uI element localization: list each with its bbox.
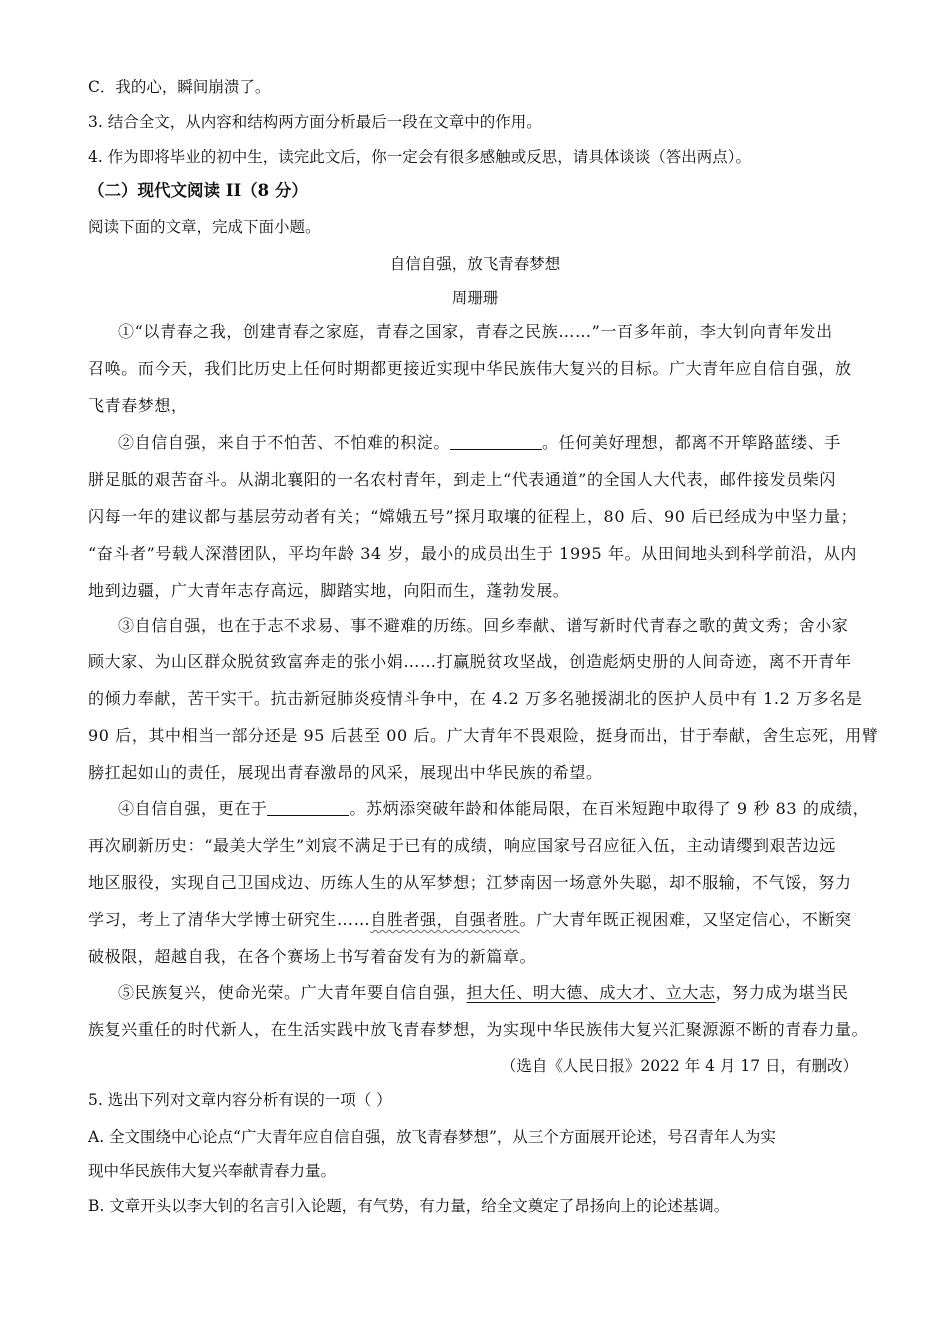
para-3-line-1: ③自信自强，也在于志不求易、事不避难的历练。回乡奉献、谱写新时代青春之歌的黄文秀；舍小家 (118, 616, 849, 635)
para-5-line-1 (118, 982, 848, 1004)
para-2-line-1 (118, 432, 841, 454)
para-2-line-5: 地到边疆，广大青年志存高远，脚踏实地，向阳而生，蓬勃发展。 (88, 581, 570, 600)
para-5-text-b: ，努力成为堪当民 (715, 983, 849, 1002)
question-5-option-a-line-1: A. 全文围绕中心论点“广大青年应自信自强，放飞青春梦想”，从三个方面展开论述，号召青年人为实 (88, 1128, 776, 1146)
question-5-stem: 5. 选出下列对文章内容分析有误的一项（ ） (88, 1091, 392, 1109)
para-4-line-4 (88, 909, 852, 931)
answer-blank-1[interactable] (450, 433, 542, 450)
section-instruction: 阅读下面的文章，完成下面小题。 (88, 218, 321, 236)
section-heading: （二）现代文阅读 II（8 分） (88, 181, 308, 200)
wavy-underlined-phrase: 自胜者强，自强者胜 (370, 910, 520, 929)
question-4: 4. 作为即将毕业的初中生，读完此文后，你一定会有很多感触或反思，请具体谈谈（答出两点）。 (88, 148, 751, 166)
question-3: 3. 结合全文，从内容和结构两方面分析最后一段在文章中的作用。 (88, 113, 542, 131)
answer-blank-2[interactable] (267, 799, 349, 816)
para-1-line-3: 飞青春梦想， (88, 396, 188, 415)
para-2-text-a: ②自信自强，来自于不怕苦、不怕难的积淀。 (118, 433, 451, 452)
article-author: 周珊珊 (451, 289, 499, 307)
para-3-line-5: 膀扛起如山的责任，展现出青春激昂的风采，展现出中华民族的希望。 (88, 763, 603, 782)
para-3-line-3: 的倾力奉献，苦干实干。抗击新冠肺炎疫情斗争中，在 4.2 万多名驰援湖北的医护人员中有 1.2 万多名是 (88, 689, 863, 708)
para-4-text-c: 学习，考上了清华大学博士研究生…… (88, 910, 371, 929)
para-5-line-2: 族复兴重任的时代新人，在生活实践中放飞青春梦想，为实现中华民族伟大复兴汇聚源源不断的青春力量。 (88, 1020, 869, 1039)
para-4-line-2: 再次刷新历史：“最美大学生”刘宸不满足于已有的成绩，响应国家号召应征入伍，主动请缨到艰苦边远 (88, 836, 836, 855)
para-2-line-3: 闪每一年的建议都与基层劳动者有关；“嫦娥五号”探月取壤的征程上，80 后、90 后已经成为中坚力量； (88, 507, 858, 526)
para-2-line-2: 胼足胝的艰苦奋斗。从湖北襄阳的一名农村青年，到走上“代表通道”的全国人大代表，邮件接发员柴闪 (88, 470, 836, 489)
para-4-line-3: 地区服役，实现自己卫国戍边、历练人生的从军梦想；江梦南因一场意外失聪，却不服输，不气馁，努力 (88, 873, 852, 892)
question-5-option-a-line-2: 现中华民族伟大复兴奉献青春力量。 (88, 1162, 337, 1180)
para-3-line-2: 顾大家、为山区群众脱贫致富奔走的张小娟……打赢脱贫攻坚战，创造彪炳史册的人间奇迹，离不开青年 (88, 652, 852, 671)
para-4-line-1 (118, 798, 869, 820)
para-2-text-b: 。任何美好理想，都离不开筚路蓝缕、手 (542, 433, 841, 452)
underlined-phrase: 担大任、明大德、成大才、立大志 (466, 983, 716, 1002)
para-5-text-a: ⑤民族复兴，使命光荣。广大青年要自信自强， (118, 983, 467, 1002)
article-source: （选自《人民日报》2022 年 4 月 17 日，有删改） (500, 1057, 858, 1075)
article-title: 自信自强，放飞青春梦想 (389, 255, 561, 273)
para-4-text-b: 。苏炳添突破年龄和体能局限，在百米短跑中取得了 9 秒 83 的成绩， (349, 799, 870, 818)
para-2-line-4: “奋斗者”号载人深潜团队，平均年龄 34 岁，最小的成员出生于 1995 年。从田间地头到科学前沿，从内 (88, 544, 857, 563)
para-1-line-1: ①“以青春之我，创建青春之家庭，青春之国家，青春之民族……”一百多年前，李大钊向青年发出 (118, 322, 833, 341)
para-3-line-4: 90 后，其中相当一部分还是 95 后甚至 00 后。广大青年不畏艰险，挺身而出，甘于奉献，舍生忘死，用臂 (88, 726, 879, 745)
prev-option-c: C．我的心，瞬间崩溃了。 (88, 78, 271, 96)
para-4-text-d: 。广大青年既正视困难，又坚定信心，不断突 (519, 910, 852, 929)
para-4-text-a: ④自信自强，更在于 (118, 799, 268, 818)
para-4-line-5: 破极限，超越自我，在各个赛场上书写着奋发有为的新篇章。 (88, 947, 537, 966)
para-1-line-2: 召唤。而今天，我们比历史上任何时期都更接近实现中华民族伟大复兴的目标。广大青年应自信自强，放 (88, 359, 852, 378)
question-5-option-b: B. 文章开头以李大钊的名言引入论题，有气势，有力量，给全文奠定了昂扬向上的论述基调。 (88, 1197, 730, 1215)
